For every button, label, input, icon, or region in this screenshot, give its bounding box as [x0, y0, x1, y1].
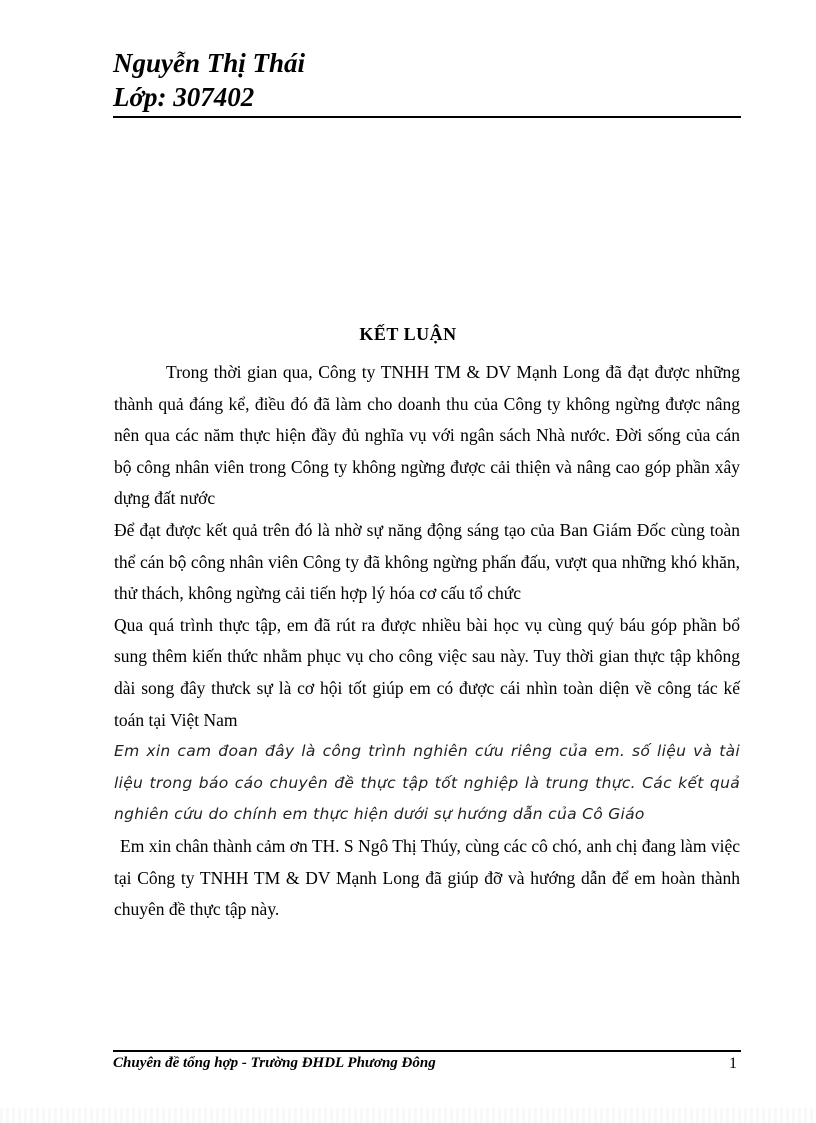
class-label: Lớp: 307402 [113, 82, 255, 112]
paragraph-achievement: Để đạt được kết quả trên đó là nhờ sự năng động sáng tạo của Ban Giám Đốc cùng toàn thể cán bộ công nhân viên Công ty đã không ngừng phấn đấu, vượt qua những khó khăn, thử thách, không ngừng cải tiến hợp lý hóa cơ cấu tổ chức [114, 519, 740, 604]
page-header [113, 46, 741, 118]
page-number: 1 [729, 1055, 737, 1072]
page-footer [113, 1050, 741, 1073]
author-name: Nguyễn Thị Thái [113, 48, 306, 78]
paragraph-declaration: Em xin cam đoan đây là công trình nghiên cứu riêng của em. số liệu và tài liệu trong báo cáo chuyên đề thực tập tốt nghiệp là trung thực. Các kết quả nghiên cứu do chính em thực hiện dưới sự hướng dẫn của Cô Giáo [114, 742, 740, 824]
section-title: KẾT LUẬN [359, 324, 457, 344]
paragraph-summary: Trong thời gian qua, Công ty TNHH TM & DV Mạnh Long đã đạt được những thành quả đáng kể, điều đó đã làm cho doanh thu của Công ty không ngừng được nâng nên qua các năm thực hiện đầy đủ nghĩa vụ với ngân sách Nhà nước. Đời sống của cán bộ công nhân viên trong Công ty không ngừng được cải thiện và nâng cao góp phần xây dựng đất nước [114, 362, 740, 509]
paragraph-internship: Qua quá trình thực tập, em đã rút ra được nhiều bài học vụ cùng quý báu góp phần bổ sung thêm kiến thức nhằm phục vụ cho công việc sau này. Tuy thời gian thực tập không dài song đây thưck sự là cơ hội tốt giúp em có được cái nhìn toàn diện về công tác kế toán tại Việt Nam [114, 614, 740, 730]
paragraph-thanks: Em xin chân thành cảm ơn TH. S Ngô Thị Thúy, cùng các cô chó, anh chị đang làm việc tại Công ty TNHH TM & DV Mạnh Long đã giúp đỡ và hướng dẫn để em hoàn thành chuyên đề thực tập này. [114, 835, 740, 920]
footer-text: Chuyên đề tổng hợp - Trường ĐHDL Phương Đông [113, 1055, 436, 1071]
document-body [114, 357, 740, 926]
scan-edge-artifact [0, 1108, 816, 1123]
